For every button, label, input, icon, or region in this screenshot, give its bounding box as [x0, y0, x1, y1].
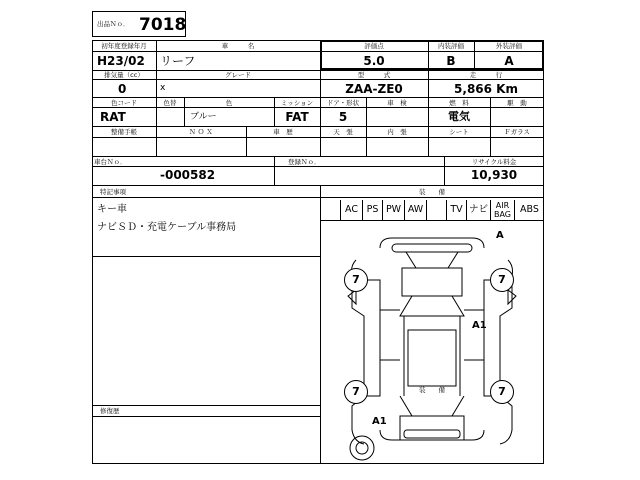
color-code-value: RAT	[100, 110, 126, 124]
registration-number-label: 登録Ｎｏ．	[288, 158, 321, 166]
equipment-ac: AC	[340, 200, 362, 220]
interior-trim-label: 内 張	[387, 128, 407, 136]
color-change-label: 色替	[163, 99, 177, 107]
lot-number-box	[92, 11, 186, 37]
maintenance-record-label: 整備手帳	[111, 128, 137, 136]
equipment-blank	[426, 200, 446, 220]
tire-rear-left: 7	[344, 380, 368, 404]
equipment-tv: TV	[446, 200, 466, 220]
recycle-fee-value: 10,930	[470, 168, 518, 182]
remarks-line-1: キー車	[97, 204, 127, 215]
front-glass-label: Ｆガラス	[504, 128, 530, 136]
headliner-label: 天 張	[333, 128, 353, 136]
fuel-value: 電気	[448, 110, 470, 123]
color-label: 色	[225, 99, 233, 107]
car-name-label: 車 名	[221, 42, 255, 50]
seat-label: シート	[449, 128, 469, 136]
equipment-ps: PS	[362, 200, 382, 220]
equipment-airbag: AIR BAG	[490, 200, 514, 220]
vehicle-history-label: 車 歴	[273, 128, 293, 136]
chassis-number-value: -000582	[160, 168, 216, 182]
tire-rear-right: 7	[490, 380, 514, 404]
exterior-score-value: A	[504, 54, 514, 68]
mark-front-bumper: A	[496, 230, 504, 241]
lot-number-label: 出品Ｎｏ．	[97, 20, 130, 28]
color-value: ブルー	[190, 112, 217, 122]
score-value: 5.0	[363, 54, 385, 68]
registration-date-value: H23/02	[97, 54, 145, 68]
mileage-value: 5,866 Km	[454, 82, 518, 96]
nox-label: Ｎ Ｏ Ｘ	[189, 128, 213, 136]
lot-number: 7018	[139, 15, 187, 35]
mission-label: ミッション	[280, 99, 314, 107]
grade-value: x	[160, 83, 166, 93]
grade-label: グレード	[225, 71, 251, 79]
interior-score-value: B	[446, 54, 456, 68]
interior-score-label: 内装評価	[438, 42, 464, 50]
equipment-abs: ABS	[514, 200, 544, 220]
model-label: 型 式	[357, 71, 391, 79]
car-name-value: リーフ	[160, 54, 196, 68]
door-label: ドア・形状	[326, 99, 360, 107]
color-code-label: 色コード	[111, 99, 137, 107]
mark-rear-left: A1	[372, 416, 387, 427]
equipment-aw: AW	[404, 200, 426, 220]
mileage-label: 走 行	[469, 71, 503, 79]
car-condition-diagram	[320, 220, 544, 464]
equipment-pw: PW	[382, 200, 404, 220]
tire-front-right: 7	[490, 268, 514, 292]
fuel-label: 燃 料	[449, 99, 469, 107]
drive-label: 駆 動	[507, 99, 527, 107]
door-value: 5	[338, 110, 348, 124]
equipment-navi: ナビ	[466, 200, 490, 220]
chassis-number-label: 車台Ｎｏ．	[94, 158, 127, 166]
diagram-equipment-label: 装 備	[419, 386, 445, 394]
displacement-value: 0	[118, 82, 127, 96]
score-label: 評価点	[364, 42, 384, 50]
registration-date-label: 初年度登録年月	[101, 42, 147, 50]
remarks-label: 特記事項	[100, 188, 126, 196]
repair-history-label: 修復歴	[100, 407, 120, 415]
recycle-fee-label: リサイクル料金	[471, 158, 517, 166]
equipment-label: 装 備	[419, 188, 445, 196]
tire-front-left: 7	[344, 268, 368, 292]
remarks-line-2: ナビＳＤ・充電ケーブル事務局	[97, 222, 237, 233]
mark-right-door: A1	[472, 320, 487, 331]
model-value: ZAA-ZE0	[345, 82, 403, 96]
displacement-label: 排気量（cc）	[104, 71, 144, 79]
mission-value: FAT	[285, 110, 309, 124]
exterior-score-label: 外装評価	[496, 42, 522, 50]
inspection-label: 車 検	[387, 99, 407, 107]
